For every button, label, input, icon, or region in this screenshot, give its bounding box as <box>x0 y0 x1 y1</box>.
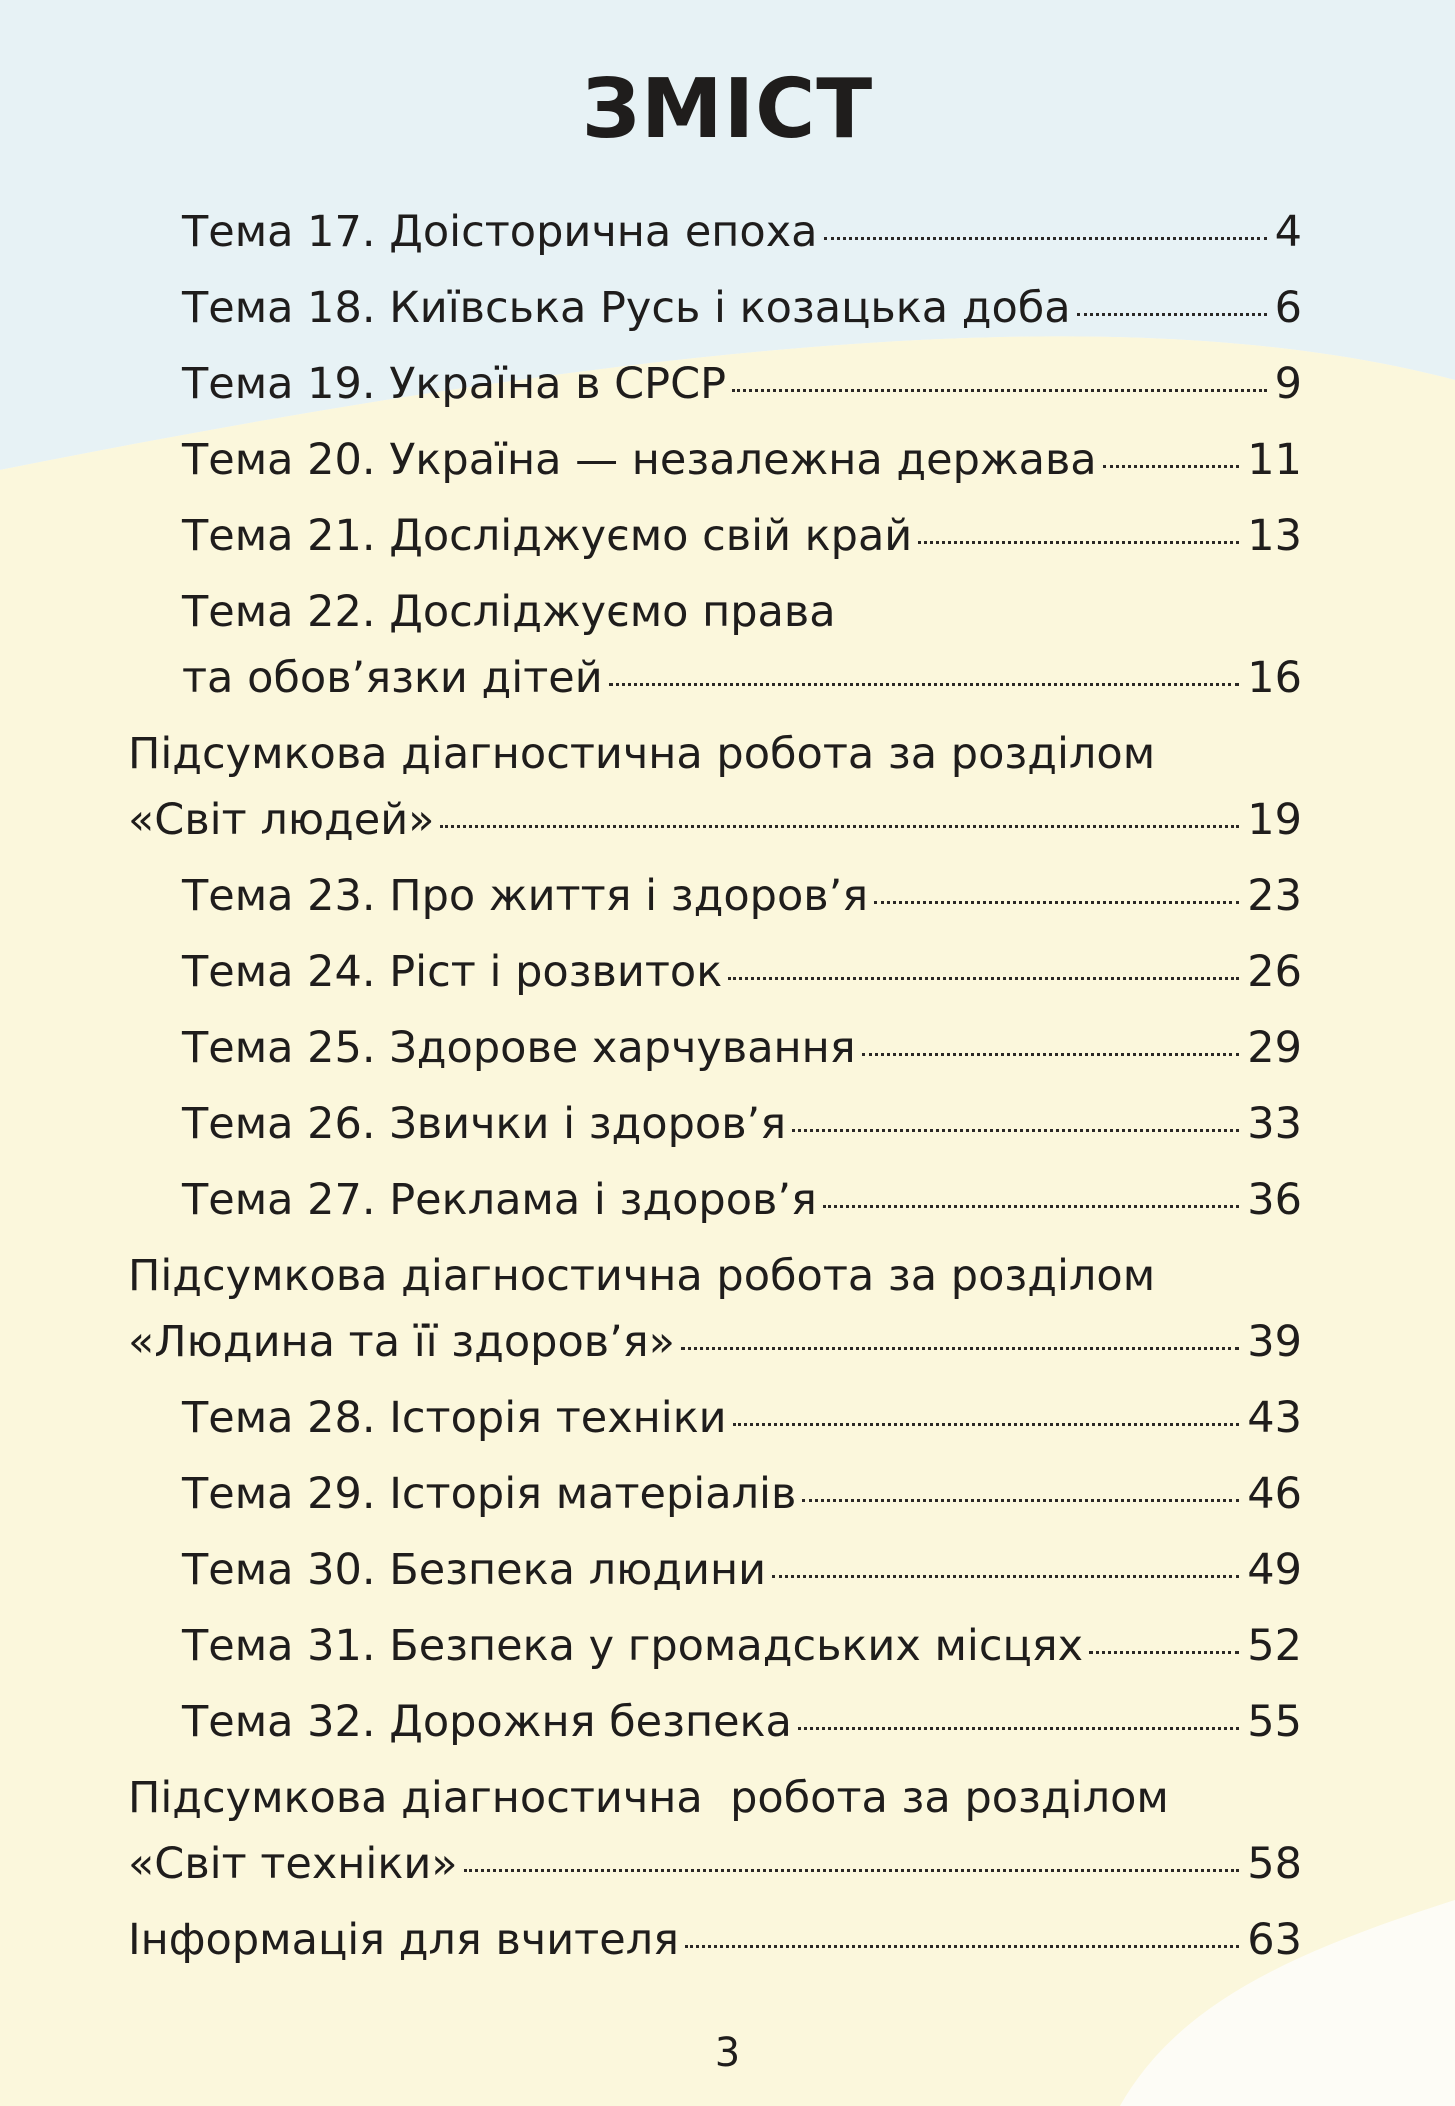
toc-entry-page: 63 <box>1247 1915 1302 1965</box>
toc-entry-title: Тема 26. Звички і здоров’я <box>182 1099 787 1149</box>
toc-entry-title: «Людина та її здоров’я» <box>128 1317 675 1367</box>
toc-entry[interactable] <box>182 434 1302 486</box>
toc-entry-page: 11 <box>1247 435 1302 485</box>
toc-entry-title: Тема 23. Про життя і здоров’я <box>182 871 869 921</box>
toc-entry-page: 52 <box>1247 1621 1302 1671</box>
page-title: ЗМІСТ <box>581 62 874 157</box>
toc-entry-page: 49 <box>1247 1545 1302 1595</box>
dot-leader <box>464 1869 1240 1872</box>
toc-entry-title: Тема 31. Безпека у громадських місцях <box>182 1621 1084 1671</box>
toc-section-title-line1[interactable]: Підсумкова діагностична робота за розділом <box>128 1773 1169 1823</box>
toc-entry[interactable] <box>182 946 1302 998</box>
toc-section-entry[interactable] <box>128 1838 1302 1890</box>
dot-leader <box>728 977 1239 980</box>
toc-entry-page: 36 <box>1247 1175 1302 1225</box>
toc-entry-page: 39 <box>1247 1317 1302 1367</box>
toc-entry-page: 33 <box>1247 1099 1302 1149</box>
toc-entry-page: 9 <box>1274 359 1302 409</box>
toc-entry-page: 29 <box>1247 1023 1302 1073</box>
dot-leader <box>772 1575 1239 1578</box>
toc-entry-page: 43 <box>1247 1393 1302 1443</box>
toc-entry-title: та обов’язки дітей <box>182 653 603 703</box>
toc-entry-title: Тема 20. Україна — незалежна держава <box>182 435 1097 485</box>
toc-entry[interactable] <box>182 1468 1302 1520</box>
toc-entry-page: 19 <box>1247 795 1302 845</box>
toc-section-entry[interactable] <box>128 794 1302 846</box>
dot-leader <box>609 683 1240 686</box>
dot-leader <box>732 389 1267 392</box>
toc-entry-title: Тема 28. Історія техніки <box>182 1393 727 1443</box>
dot-leader <box>733 1423 1240 1426</box>
toc-entry[interactable] <box>182 652 1302 704</box>
toc-section-title-line1[interactable]: Підсумкова діагностична робота за розділом <box>128 1251 1156 1301</box>
toc-section-title-line1[interactable]: Підсумкова діагностична робота за розділом <box>128 729 1156 779</box>
toc-entry-title: Тема 32. Дорожня безпека <box>182 1697 792 1747</box>
toc-entry-title: Тема 18. Київська Русь і козацька доба <box>182 283 1071 333</box>
toc-entry[interactable] <box>182 1174 1302 1226</box>
toc-entry-page: 4 <box>1274 207 1302 257</box>
dot-leader <box>824 237 1267 240</box>
dot-leader <box>798 1727 1239 1730</box>
toc-entry[interactable] <box>182 1544 1302 1596</box>
toc-entry[interactable] <box>182 206 1302 258</box>
toc-entry[interactable] <box>182 1620 1302 1672</box>
toc-entry-title: Тема 25. Здорове харчування <box>182 1023 856 1073</box>
page-number: 3 <box>714 2030 741 2076</box>
dot-leader <box>802 1499 1239 1502</box>
toc-entry-title: «Світ техніки» <box>128 1839 458 1889</box>
toc-entry-title: Тема 19. Україна в СРСР <box>182 359 727 409</box>
toc-section-entry[interactable] <box>128 1914 1302 1966</box>
dot-leader <box>918 541 1239 544</box>
dot-leader <box>823 1205 1239 1208</box>
toc-entry-page: 16 <box>1247 653 1302 703</box>
toc-entry-title: Тема 21. Досліджуємо свій край <box>182 511 913 561</box>
toc-section-entry[interactable] <box>128 1316 1302 1368</box>
dot-leader <box>792 1129 1239 1132</box>
dot-leader <box>1077 313 1267 316</box>
toc-entry-title-line1[interactable]: Тема 22. Досліджуємо права <box>182 587 836 637</box>
toc-entry[interactable] <box>182 358 1302 410</box>
toc-entry-title: Тема 24. Ріст і розвиток <box>182 947 723 997</box>
toc-entry-page: 23 <box>1247 871 1302 921</box>
toc-entry[interactable] <box>182 282 1302 334</box>
toc-entry-title: Тема 27. Реклама і здоров’я <box>182 1175 817 1225</box>
toc-entry[interactable] <box>182 870 1302 922</box>
dot-leader <box>681 1347 1239 1350</box>
toc-entry-title: Інформація для вчителя <box>128 1915 680 1965</box>
toc-entry[interactable] <box>182 1696 1302 1748</box>
toc-entry[interactable] <box>182 1392 1302 1444</box>
toc-entry-page: 26 <box>1247 947 1302 997</box>
dot-leader <box>685 1945 1239 1948</box>
toc-entry-title: «Світ людей» <box>128 795 435 845</box>
toc-entry-title: Тема 29. Історія матеріалів <box>182 1469 797 1519</box>
dot-leader <box>1103 465 1240 468</box>
dot-leader <box>440 825 1239 828</box>
dot-leader <box>862 1053 1240 1056</box>
dot-leader <box>874 901 1239 904</box>
dot-leader <box>1089 1651 1239 1654</box>
toc-entry-page: 13 <box>1247 511 1302 561</box>
toc-entry[interactable] <box>182 510 1302 562</box>
toc-entry-page: 46 <box>1247 1469 1302 1519</box>
toc-entry[interactable] <box>182 1098 1302 1150</box>
toc-entry[interactable] <box>182 1022 1302 1074</box>
toc-entry-page: 58 <box>1247 1839 1302 1889</box>
toc-entry-page: 6 <box>1274 283 1302 333</box>
toc-entry-title: Тема 30. Безпека людини <box>182 1545 767 1595</box>
toc-entry-title: Тема 17. Доісторична епоха <box>182 207 818 257</box>
toc-entry-page: 55 <box>1247 1697 1302 1747</box>
